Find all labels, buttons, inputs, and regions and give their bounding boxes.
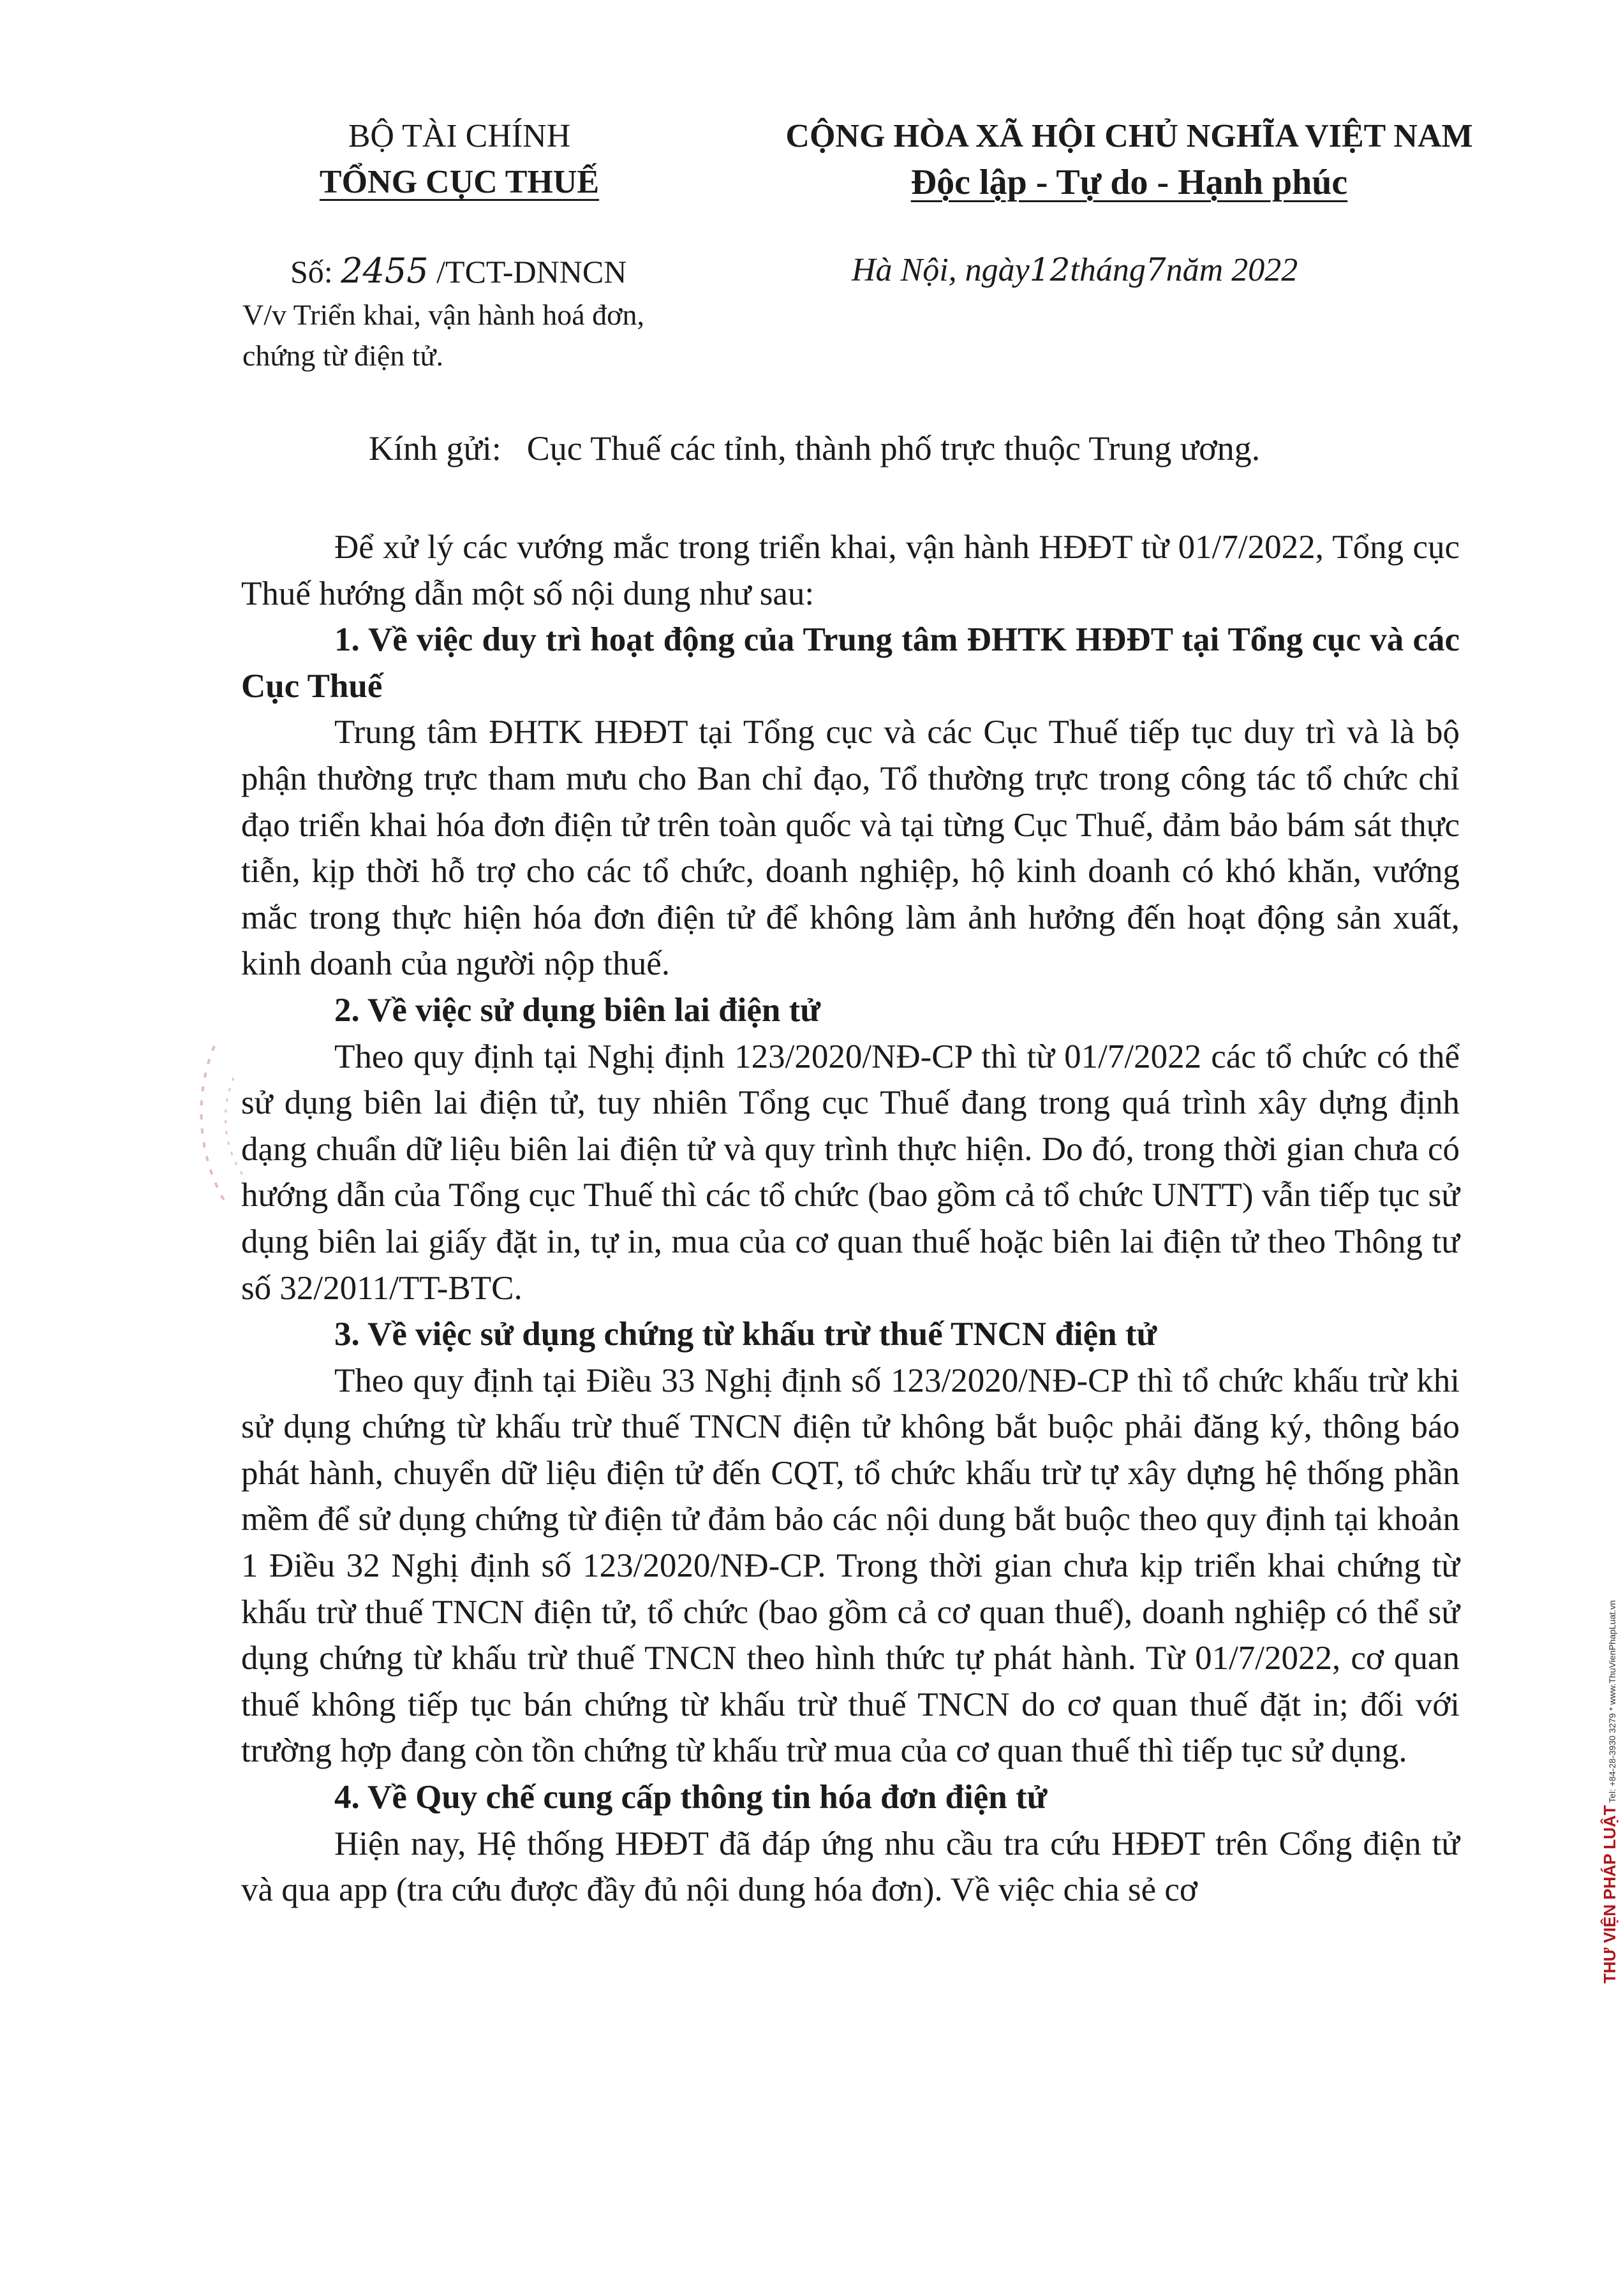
section-3-heading: 3. Về việc sử dụng chứng từ khấu trừ thuế TNCN điện tử [334,1316,1157,1353]
section-3-paragraph: Theo quy định tại Điều 33 Nghị định số 123/2020/NĐ-CP thì tổ chức khấu trừ khi sử dụng chứng từ khấu trừ thuế TNCN điện tử không bắt buộc phải đăng ký, thông báo phát hành, chuyển dữ liệu điện tử đến CQT, tổ chức khấu trừ tự xây dựng hệ thống phần mềm để sử dụng chứng từ điện tử đảm bảo các nội dung bắt buộc theo quy định tại khoản 1 Điều 32 Nghị định số 123/2020/NĐ-CP. Trong thời gian chưa kịp triển khai chứng từ khấu trừ thuế TNCN điện tử, tổ chức (bao gồm cả cơ quan thuế), doanh nghiệp có thể sử dụng chứng từ khấu trừ thuế TNCN theo hình thức tự phát hành. Từ 01/7/2022, cơ quan thuế không tiếp tục bán chứng từ khấu trừ thuế TNCN do cơ quan thuế đặt in; đối với trường hợp đang còn tồn chứng từ khấu trừ mua của cơ quan thuế thì tiếp tục sử dụng. [241,1362,1460,1770]
document-body [241,524,1460,1913]
date-part-3: năm 2022 [1166,252,1298,288]
date-day-handwritten: 12 [1029,251,1071,288]
doc-number-prefix: Số: [290,254,341,290]
agency-name: TỔNG CỤC THUẾ [319,164,600,200]
subject-line [242,295,791,376]
section-4-heading: 4. Về Quy chế cung cấp thông tin hóa đơn điện tử [334,1779,1048,1816]
issuer-block [242,114,676,205]
greeting [369,426,1260,471]
watermark-contact: Tel: +84-28-3930 3279 * www.ThuVienPhapLuat.vn [1607,1600,1617,1806]
section-2-heading: 2. Về việc sử dụng biên lai điện tử [334,991,821,1029]
doc-number-handwritten: 2455 [341,251,429,291]
faded-seal-mark [189,1040,304,1218]
intro-paragraph: Để xử lý các vướng mắc trong triển khai, vận hành HĐĐT từ 01/7/2022, Tổng cục Thuế hướng dẫn một số nội dung như sau: [241,529,1460,612]
section-4-paragraph: Hiện nay, Hệ thống HĐĐT đã đáp ứng nhu cầu tra cứu HĐĐT trên Cổng điện tử và qua app (tra cứu được đầy đủ nội dung hóa đơn). Về việc chia sẻ cơ [241,1825,1460,1909]
issue-date [852,249,1298,291]
subject-line-1: V/v Triển khai, vận hành hoá đơn, [242,298,644,331]
watermark-text [1600,1600,1620,1983]
section-1-heading: 1. Về việc duy trì hoạt động của Trung tâm ĐHTK HĐĐT tại Tổng cục và các Cục Thuế [241,621,1460,705]
watermark-sidebar [1581,1543,1619,1983]
ministry-name: BỘ TÀI CHÍNH [348,118,571,154]
subject-line-2: chứng từ điện tử. [242,339,443,372]
date-part-1: Hà Nội, ngày [852,252,1030,288]
section-1-paragraph: Trung tâm ĐHTK HĐĐT tại Tổng cục và các Cục Thuế tiếp tục duy trì và là bộ phận thường trực tham mưu cho Ban chỉ đạo, Tổ thường trực trong công tác tổ chức chỉ đạo triển khai hóa đơn điện tử trên toàn quốc và tại từng Cục Thuế, đảm bảo bám sát thực tiễn, kịp thời hỗ trợ cho các tổ chức, doanh nghiệp, hộ kinh doanh có khó khăn, vướng mắc trong thực hiện hóa đơn điện tử để không làm ảnh hưởng đến hoạt động sản xuất, kinh doanh của người nộp thuế. [241,714,1460,983]
document-number [290,250,626,293]
doc-number-suffix: /TCT-DNNCN [428,254,627,290]
section-2-paragraph: Theo quy định tại Nghị định 123/2020/NĐ-CP thì từ 01/7/2022 các tổ chức có thể sử dụng biên lai điện tử, tuy nhiên Tổng cục Thuế đang trong quá trình xây dựng định dạng chuẩn dữ liệu biên lai điện tử và quy trình thực hiện. Do đó, trong thời gian chưa có hướng dẫn của Tổng cục Thuế thì các tổ chức (bao gồm cả tổ chức UNTT) vẫn tiếp tục sử dụng biên lai giấy đặt in, tự in, mua của cơ quan thuế hoặc biên lai điện tử theo Thông tư số 32/2011/TT-BTC. [241,1038,1460,1307]
date-month-handwritten: 7 [1145,251,1166,288]
greeting-recipient: Cục Thuế các tỉnh, thành phố trực thuộc Trung ương. [526,429,1261,467]
date-part-2: tháng [1070,252,1146,288]
national-motto: Độc lập - Tự do - Hạnh phúc [910,163,1348,202]
nation-name: CỘNG HÒA XÃ HỘI CHỦ NGHĨA VIỆT NAM [785,118,1473,154]
watermark-brand: THƯ VIỆN PHÁP LUẬT [1600,1805,1619,1983]
greeting-label: Kính gửi: [369,429,501,467]
national-heading [734,114,1525,205]
